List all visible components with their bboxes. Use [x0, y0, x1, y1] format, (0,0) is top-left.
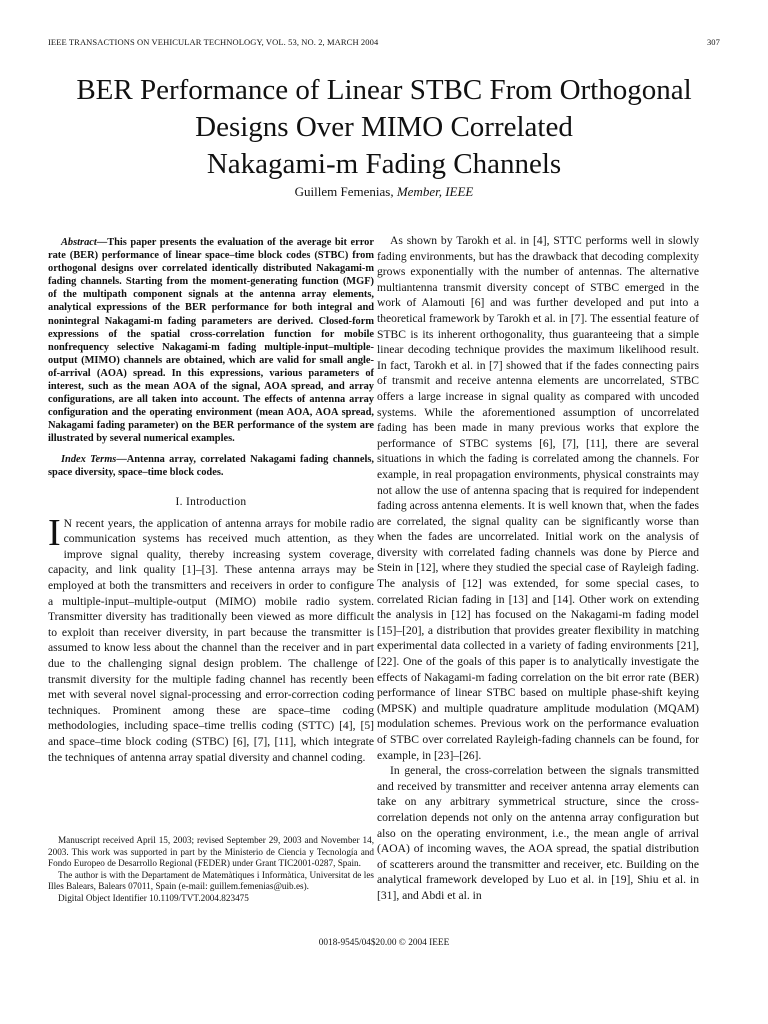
page-number: 307 [706, 37, 720, 47]
intro-paragraph [48, 511, 374, 766]
copyright-line: 0018-9545/04$20.00 © 2004 IEEE [318, 938, 450, 948]
intro-text: N recent years, the application of antenna arrays for mobile radio communication systems has received much attention, as they improve signal quality, thereby increasing system coverage, capacity, and link quality [1]–[3]. These antenna arrays may be employed at both the transmitters and receivers in order to configure a multiple-input–multiple-output (MIMO) mobile radio system. Transmitter diversity has traditionally been viewed as more difficult to exploit than receiver diversity, in part because the transmitter is assumed to know less about the channel than the receiver and in part due to the challenging signal design problem. The challenge of transmit diversity for the multiple fading channel has recently been met with several novel signal-processing and error-correction coding techniques. Prominent among these are space–time coding methodologies, including space–time trellis coding (STTC) [4], [5] and space–time block coding (STBC) [6], [7], [11], which integrate the techniques of antenna array spatial diversity and channel coding. [48, 516, 374, 764]
footnote-doi: Digital Object Identifier 10.1109/TVT.2004.823475 [58, 892, 249, 903]
right-column [377, 233, 699, 904]
paper-title [40, 72, 728, 183]
abstract [48, 236, 374, 446]
author-membership: Member, IEEE [396, 184, 474, 199]
title-line-3: Nakagami-m Fading Channels [206, 148, 562, 180]
title-line-2: Designs Over MIMO Correlated [195, 111, 573, 143]
index-terms-label: Index Terms [61, 453, 117, 465]
footnote-affiliation: The author is with the Departament de Matemàtiques i Informàtica, Universitat de les Illes Balears, Balears 07011, Spain (e-mail: guillem.femenias@uib.es). [48, 869, 374, 892]
footnotes [48, 835, 374, 905]
running-header [48, 37, 720, 51]
section-heading: I. Introduction [175, 495, 247, 508]
footnote-received: Manuscript received April 15, 2003; revised September 29, 2003 and November 14, 2003. This work was supported in part by the Ministerio de Ciencia y Tecnología and Fondo Europeo de Desarrollo Regional (FEDER) under Grant TIC2001-0287, Spain. [48, 835, 374, 869]
left-column [48, 236, 374, 765]
index-terms [48, 453, 374, 479]
author-name: Guillem Femenias, [294, 184, 394, 199]
author-line [40, 184, 728, 200]
body-paragraph-1: As shown by Tarokh et al. in [4], STTC performs well in slowly fading environments, but has the drawback that decoding complexity grows exponentially with the number of antennas. The alternative multiantenna transmit diversity concept of STBC emerged in the work of Alamouti [6] and was further developed and put into a theoretical framework by Tarokh et al. in [7]. The essential feature of STBC is its inherent orthogonality, thus guaranteeing that a simple linear decoding technique provides the maximum likelihood result. In fact, Tarokh et al. in [7] showed that if the fades connecting pairs of transmit and receive antenna elements are uncorrelated, STBC offers a large increase in signal quality as compared with uncoded systems. While the aforementioned assumption of uncorrelated fading has been made in many previous works that explore the performance of STBC systems [6], [7], [11], there are several situations in which the fading is correlated among the channels. For example, in real propagation environments, physical constraints may not allow the use of antenna spacing that is required for independent fading across antenna elements. It is well known that, when the fades are correlated, the signal quality can be significantly worse than when the fades are uncorrelated. Initial work on the analysis of diversity with correlated fading channels was done by Pierce and Stein in [12], where they studied the special case of Rayleigh fading. The analysis of [12] was extended, for some special cases, to correlated Rician fading in [13] and [14]. Other work on extending the analysis in [12] has focused on the Nakagami-m fading model [15]–[20], a distribution that provides greater flexibility in matching experimental data collected in a variety of fading environments [21], [22]. One of the goals of this paper is to analytically investigate the effects of Nakagami-m fading correlation on the bit error rate (BER) performance of linear STBC based on multiple phase-shift keying (MPSK) and multiple quadrature amplitude modulation (MQAM) modulation schemes. Previous work on the performance evaluation of STBC over correlated Rayleigh-fading channels can be found, for example, in [23]–[26]. [377, 234, 699, 762]
abstract-text: —This paper presents the evaluation of the average bit error rate (BER) performance of linear space–time block codes (STBC) from orthogonal designs over correlated identically distributed Nakagami-m fading channels. Starting from the moment-generating function (MGF) of the multipath component signals at the antenna array elements, analytical expressions of the BER performance for both integral and nonintegral Nakagami-m fading parameters are derived. Closed-form expressions of the spatial cross-correlation function for mobile nonfrequency selective Nakagami-m fading multiple-input–multiple-output (MIMO) channels are obtained, which are valid for small angle-of-arrival (AOA) spread. In this expressions, various parameters of interest, such as the mean AOA of the signal, AOA spread, and array configurations, are all taken into account. The effects of antenna array configuration and the operating environment (mean AOA, AOA spread, Nakagami fading parameter) on the BER performance of the system are illustrated by several numerical examples. [48, 237, 374, 445]
journal-info: IEEE TRANSACTIONS ON VEHICULAR TECHNOLOGY, VOL. 53, NO. 2, MARCH 2004 [48, 37, 379, 47]
drop-cap: I [48, 511, 61, 554]
abstract-label: Abstract [61, 237, 97, 248]
body-paragraph-2: In general, the cross-correlation between the signals transmitted and received by transmitter and receiver antenna array elements can take on any arbitrary symmetrical structure, since the cross-correlation depends not only on the antenna array configuration but also on the operating environment, i.e., the mean angle of arrival (AOA) of incoming waves, the AOA spread, the spatial distribution of scatterers around the transmitter and receiver, etc. Building on the analytical framework developed by Luo et al. in [19], Shiu et al. in [31], and Abdi et al. in [377, 764, 699, 902]
title-line-1: BER Performance of Linear STBC From Orthogonal [76, 74, 692, 106]
index-terms-text: —Antenna array, correlated Nakagami fading channels, space diversity, space–time block codes. [48, 453, 374, 478]
